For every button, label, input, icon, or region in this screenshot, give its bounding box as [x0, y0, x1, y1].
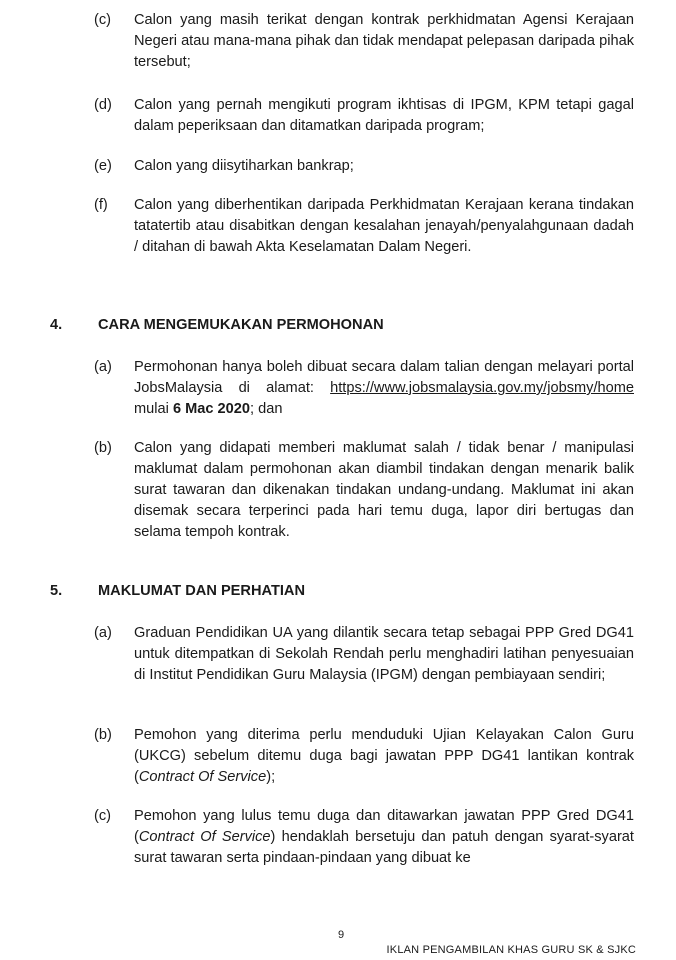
item-text: Calon yang diberhentikan daripada Perkhidmatan Kerajaan kerana tindakan tatatertib atau disabitkan dengan kesalahan jenayah/penyalahgunaan dadah / ditahan di bawah Akta Keselamatan Dalam Negeri. — [134, 197, 634, 255]
list-item — [94, 438, 634, 543]
item-label: (a) — [94, 625, 112, 641]
item-label: (b) — [94, 727, 112, 743]
start-date: 6 Mac 2020 — [172, 401, 251, 417]
item-text: Graduan Pendidikan UA yang dilantik secara tetap sebagai PPP Gred DG41 untuk ditempatkan di Sekolah Rendah perlu menghadiri latihan penyesuaian di Institut Pendidikan Guru Malaysia (IPGM) dengan pembiayaan sendiri; — [134, 625, 634, 683]
item-text-italic: Contract Of Service — [138, 829, 271, 845]
item-label: (e) — [94, 158, 112, 174]
item-text-part: ) hendaklah bersetuju dan patuh dengan syarat-syarat surat tawaran serta pindaan-pindaan yang dibuat ke — [134, 829, 634, 866]
item-label: (d) — [94, 97, 112, 113]
section-heading — [50, 315, 384, 336]
list-item — [94, 156, 634, 177]
item-text — [134, 357, 634, 420]
list-item — [94, 357, 634, 420]
item-text: Calon yang diisytiharkan bankrap; — [134, 158, 354, 174]
item-text — [134, 725, 634, 788]
item-text-part: Pemohon yang diterima perlu menduduki Ujian Kelayakan Calon Guru (UKCG) sebelum ditemu duga bagi jawatan PPP DG41 lantikan kontrak ( — [134, 727, 634, 785]
list-item — [94, 95, 634, 137]
item-label: (b) — [94, 440, 112, 456]
item-text: Calon yang didapati memberi maklumat salah / tidak benar / manipulasi maklumat dalam permohonan akan diambil tindakan dengan menarik balik surat tawaran dan dikenakan tindakan undang-undang. Maklumat ini akan disemak secara terperinci pada hari temu duga, lapor diri bertugas dan selama tempoh kontrak. — [134, 440, 634, 540]
item-label: (c) — [94, 12, 112, 28]
list-item — [94, 623, 634, 686]
section-title: MAKLUMAT DAN PERHATIAN — [98, 583, 305, 599]
section-heading — [50, 581, 305, 602]
item-label: (f) — [94, 197, 108, 213]
item-text-part: mulai — [134, 401, 173, 417]
footer-title: IKLAN PENGAMBILAN KHAS GURU SK & SJKC — [386, 944, 636, 956]
list-item — [94, 195, 634, 258]
section-number: 4. — [50, 317, 63, 333]
item-label: (a) — [94, 359, 112, 375]
item-text-part: Pemohon yang lulus temu duga dan ditawarkan jawatan PPP Gred DG41 ( — [134, 808, 634, 845]
section-title: CARA MENGEMUKAKAN PERMOHONAN — [98, 317, 384, 333]
item-text-italic: Contract Of Service — [138, 769, 267, 785]
page-number: 9 — [338, 929, 345, 941]
item-text-part: Permohonan hanya boleh dibuat secara dalam talian dengan melayari portal JobsMalaysia di alamat: — [134, 359, 634, 396]
item-text — [134, 806, 634, 869]
list-item — [94, 806, 634, 869]
item-text-part: ; dan — [250, 401, 283, 417]
section-number: 5. — [50, 583, 63, 599]
item-text-part: ); — [266, 769, 276, 785]
item-text: Calon yang masih terikat dengan kontrak perkhidmatan Agensi Kerajaan Negeri atau mana-mana pihak dan tidak mendapat pelepasan daripada pihak tersebut; — [134, 12, 634, 70]
item-label: (c) — [94, 808, 112, 824]
jobsmalaysia-link[interactable]: https://www.jobsmalaysia.gov.my/jobsmy/home — [330, 380, 634, 396]
list-item — [94, 10, 634, 73]
item-text: Calon yang pernah mengikuti program ikhtisas di IPGM, KPM tetapi gagal dalam peperiksaan dan ditamatkan daripada program; — [134, 97, 634, 134]
list-item — [94, 725, 634, 788]
